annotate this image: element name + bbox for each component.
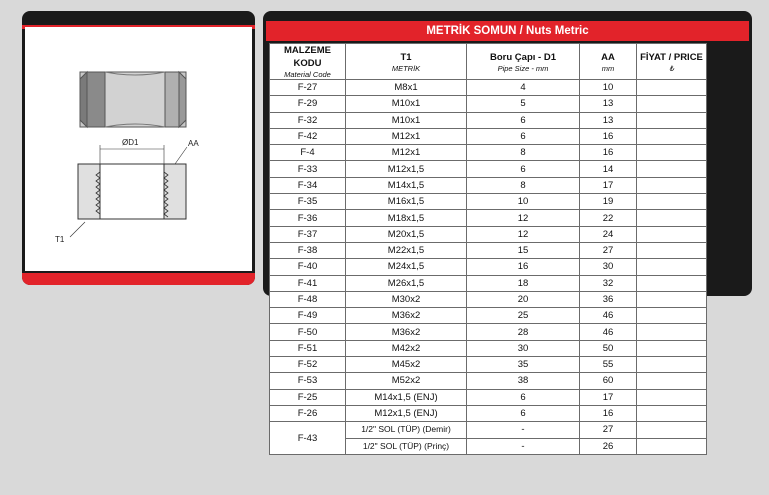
cell-aa: 17 [580,389,637,405]
cell-t1: M45x2 [346,357,467,373]
table-row [270,259,707,275]
cell-t1: M24x1,5 [346,259,467,275]
cell-code: F-38 [270,242,346,258]
cell-pipe: 28 [467,324,580,340]
table-row [270,226,707,242]
table-row [270,357,707,373]
cell-code: F-50 [270,324,346,340]
table-row [270,340,707,356]
table-row [270,405,707,421]
hex-nut-side-view [80,72,186,127]
cell-code: F-36 [270,210,346,226]
cell-price [637,80,707,96]
cell-price [637,145,707,161]
cell-price [637,96,707,112]
cell-price [637,259,707,275]
cell-t1: M16x1,5 [346,194,467,210]
cell-aa: 46 [580,324,637,340]
cell-code: F-26 [270,405,346,421]
cell-t1: M14x1,5 [346,177,467,193]
table-row [270,112,707,128]
header-material-code: MALZEME KODU Material Code [270,44,346,80]
cell-aa: 30 [580,259,637,275]
cell-pipe: 15 [467,242,580,258]
cell-t1: M36x2 [346,308,467,324]
cell-code: F-41 [270,275,346,291]
table-row [270,128,707,144]
cell-aa: 36 [580,291,637,307]
cell-price [637,340,707,356]
table-row [270,177,707,193]
cell-price [637,210,707,226]
cell-pipe: 6 [467,405,580,421]
cell-aa: 60 [580,373,637,389]
table-row [270,324,707,340]
cell-aa: 27 [580,242,637,258]
cell-pipe: 20 [467,291,580,307]
cell-pipe: 6 [467,128,580,144]
cell-price [637,242,707,258]
cell-price [637,308,707,324]
cell-price [637,357,707,373]
drawing-area [25,27,252,271]
table-row [270,161,707,177]
cell-t1: M8x1 [346,80,467,96]
cell-t1: M18x1,5 [346,210,467,226]
cell-aa: 16 [580,405,637,421]
cell-code: F-35 [270,194,346,210]
cell-aa: 19 [580,194,637,210]
cell-t1: M52x2 [346,373,467,389]
cell-price [637,128,707,144]
cell-t1: M12x1 [346,145,467,161]
cell-pipe: 35 [467,357,580,373]
cell-pipe: 6 [467,112,580,128]
cell-code: F-27 [270,80,346,96]
cell-code: F-49 [270,308,346,324]
cell-code: F-52 [270,357,346,373]
cell-t1: M20x1,5 [346,226,467,242]
table-title: METRİK SOMUN / Nuts Metric [266,21,749,41]
cell-price [637,226,707,242]
cell-price [637,438,707,454]
table-row [270,80,707,96]
cell-code: F-53 [270,373,346,389]
table-row [270,242,707,258]
cell-aa: 32 [580,275,637,291]
cell-pipe: 30 [467,340,580,356]
cell-aa: 16 [580,145,637,161]
cell-pipe: - [467,422,580,438]
cell-aa: 16 [580,128,637,144]
cell-pipe: - [467,438,580,454]
label-aa: AA [188,139,199,148]
cell-pipe: 18 [467,275,580,291]
cell-pipe: 25 [467,308,580,324]
cell-pipe: 6 [467,161,580,177]
cell-pipe: 8 [467,177,580,193]
cell-price [637,422,707,438]
cell-aa: 13 [580,96,637,112]
cell-code: F-33 [270,161,346,177]
section-view [70,145,187,237]
cell-t1: 1/2" SOL (TÜP) (Demir) [346,422,467,438]
cell-price [637,373,707,389]
cell-price [637,177,707,193]
table-row [270,308,707,324]
cell-pipe: 12 [467,210,580,226]
nuts-table [269,43,707,455]
cell-pipe: 38 [467,373,580,389]
cell-aa: 46 [580,308,637,324]
cell-t1: M10x1 [346,112,467,128]
cell-code: F-43 [270,422,346,455]
cell-aa: 26 [580,438,637,454]
cell-t1: M36x2 [346,324,467,340]
cell-price [637,161,707,177]
cell-price [637,389,707,405]
table-body [270,80,707,455]
cell-code: F-51 [270,340,346,356]
label-d1: ØD1 [122,138,139,147]
cell-t1: M12x1,5 (ENJ) [346,405,467,421]
cell-t1: M26x1,5 [346,275,467,291]
table-row [270,389,707,405]
cell-aa: 50 [580,340,637,356]
table-header-row [270,44,707,80]
cell-t1: M30x2 [346,291,467,307]
header-t1: T1 METRİK [346,44,467,80]
cell-code: F-29 [270,96,346,112]
cell-t1: M22x1,5 [346,242,467,258]
cell-price [637,194,707,210]
cell-pipe: 8 [467,145,580,161]
cell-pipe: 5 [467,96,580,112]
table-row [270,96,707,112]
cell-t1: M12x1 [346,128,467,144]
cell-price [637,112,707,128]
cell-t1: M10x1 [346,96,467,112]
cell-pipe: 12 [467,226,580,242]
cell-aa: 27 [580,422,637,438]
cell-code: F-40 [270,259,346,275]
table-row [270,291,707,307]
cell-code: F-4 [270,145,346,161]
drawing-panel [22,11,255,285]
table-row [270,373,707,389]
table-row [270,194,707,210]
cell-code: F-48 [270,291,346,307]
table-row [270,275,707,291]
header-aa: AA mm [580,44,637,80]
header-pipe-size: Boru Çapı - D1 Pipe Size - mm [467,44,580,80]
cell-t1: M14x1,5 (ENJ) [346,389,467,405]
cell-aa: 13 [580,112,637,128]
cell-t1: M12x1,5 [346,161,467,177]
cell-code: F-25 [270,389,346,405]
drawing-bottom-stripe [22,273,255,285]
cell-code: F-34 [270,177,346,193]
nut-technical-drawing [25,27,252,271]
cell-price [637,324,707,340]
cell-aa: 17 [580,177,637,193]
table-row [270,210,707,226]
cell-pipe: 16 [467,259,580,275]
cell-pipe: 6 [467,389,580,405]
label-t1: T1 [55,235,65,244]
table-row [270,145,707,161]
cell-aa: 22 [580,210,637,226]
cell-aa: 24 [580,226,637,242]
table-row [270,422,707,438]
cell-pipe: 4 [467,80,580,96]
cell-code: F-37 [270,226,346,242]
cell-price [637,405,707,421]
cell-t1: M42x2 [346,340,467,356]
cell-pipe: 10 [467,194,580,210]
cell-t1: 1/2" SOL (TÜP) (Prinç) [346,438,467,454]
cell-code: F-32 [270,112,346,128]
cell-aa: 14 [580,161,637,177]
header-price: FİYAT / PRICE ₺ [637,44,707,80]
cell-price [637,291,707,307]
cell-code: F-42 [270,128,346,144]
cell-aa: 10 [580,80,637,96]
cell-aa: 55 [580,357,637,373]
cell-price [637,275,707,291]
